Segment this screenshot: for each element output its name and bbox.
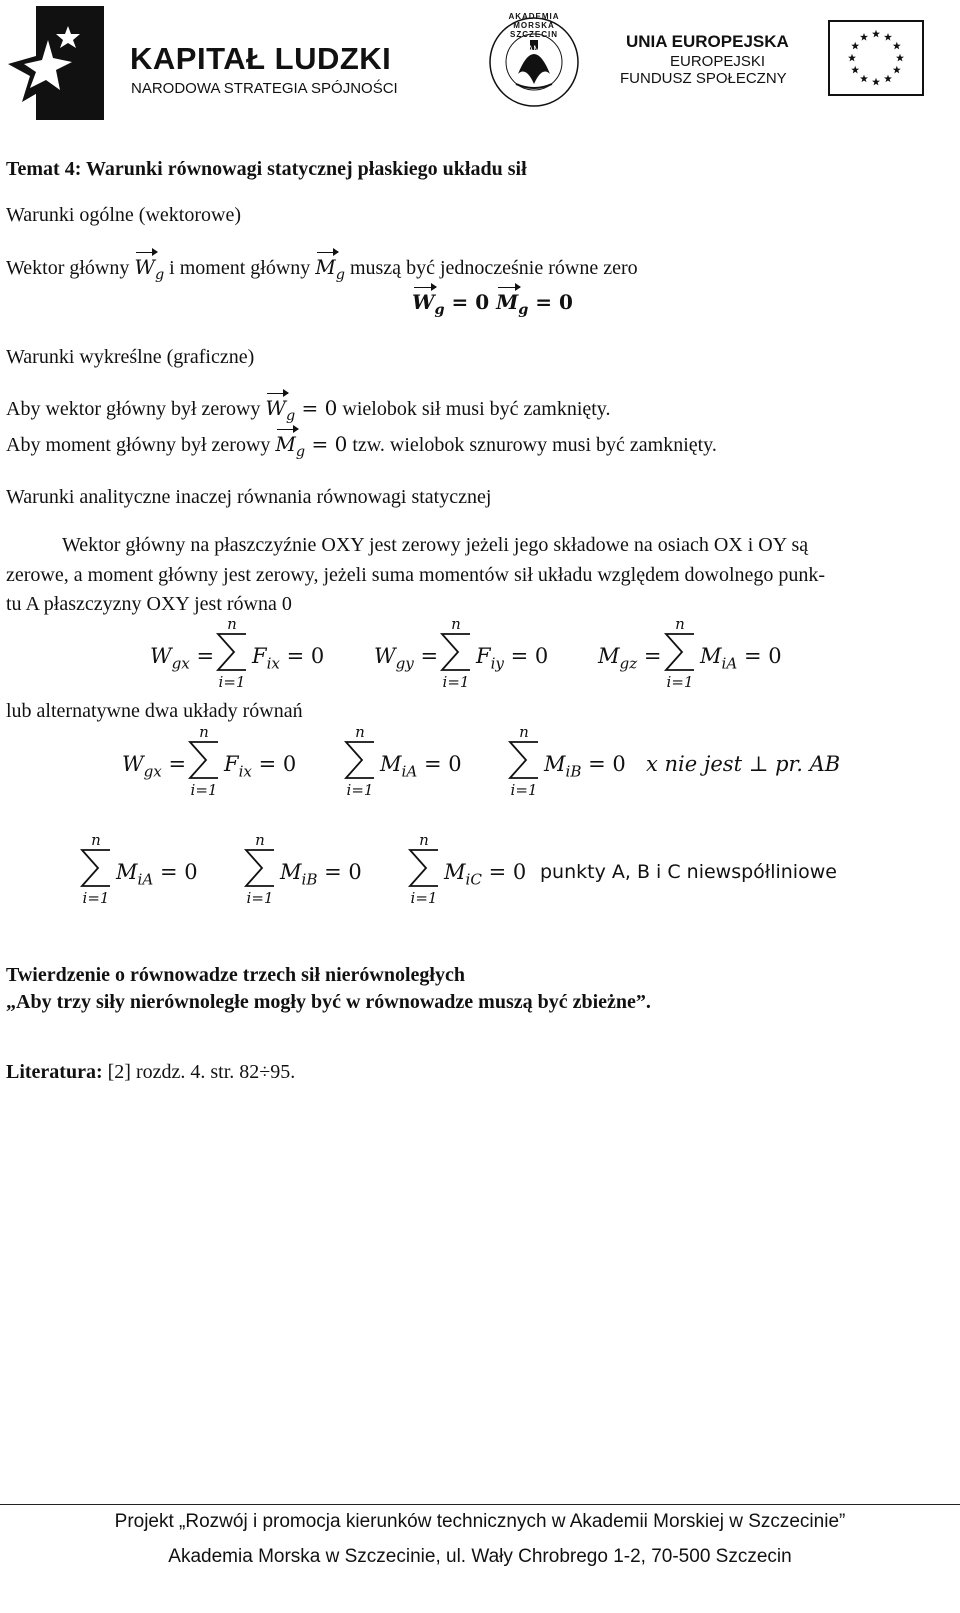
kapital-ludzki-emblem	[8, 4, 108, 122]
literature-label: Literatura:	[6, 1061, 103, 1083]
eq-fix: $F_{ix} = 0$	[252, 644, 325, 673]
eq-mia: $M_{iA} = 0$	[700, 644, 782, 673]
eq-wgx: $W_{gx}$ =	[122, 752, 187, 781]
eq-mib: $M_{iB} = 0$	[280, 860, 362, 889]
logo-akademia-morska	[488, 14, 580, 110]
theorem-title: Twierdzenie o równowadze trzech sił nierównoległych	[6, 964, 465, 986]
section-heading-graphic: Warunki wykreślne (graficzne)	[6, 346, 255, 368]
am-ring-text: AKADEMIA MORSKA SZCZECIN	[508, 12, 560, 39]
footer-divider	[0, 1504, 960, 1505]
theorem-quote: „Aby trzy siły nierównoległe mogły być w równowadze muszą być zbieżne”.	[6, 991, 651, 1013]
eu-line3: FUNDUSZ SPOŁECZNY	[620, 70, 787, 87]
graphic-condition-vector: Aby wektor główny był zerowy $W_g = 0$ wielobok sił musi być zamknięty.	[6, 396, 611, 425]
eu-line2: EUROPEJSKI	[670, 53, 766, 70]
symbol-wg: $W_g$	[134, 255, 165, 284]
footer-project: Projekt „Rozwój i promocja kierunków technicznych w Akademii Morskiej w Szczecinie”	[114, 1511, 846, 1532]
text-main-moment: i moment główny	[169, 257, 311, 279]
paragraph-line-2: zerowe, a moment główny jest zerowy, jeżeli suma momentów sił układu względem dowolnego punk-	[6, 564, 826, 586]
eu-line1: UNIA EUROPEJSKA	[626, 32, 789, 51]
condition-noncollinear: punkty A, B i C niewspółliniowe	[540, 861, 837, 883]
section-heading-analytic: Warunki analityczne inaczej równania równowagi statycznej	[6, 486, 492, 508]
logo-unia-europejska	[620, 26, 930, 106]
eq-mia: $M_{iA} = 0$	[116, 860, 198, 889]
graphic-condition-moment: Aby moment główny był zerowy $M_g = 0$ tzw. wielobok sznurowy musi być zamknięty.	[6, 432, 717, 461]
symbol-mg: $M_g$	[315, 255, 345, 284]
logo-kapital-ludzki	[8, 4, 428, 124]
condition-not-perpendicular: x nie jest ⊥ pr. AB	[646, 752, 841, 776]
eq-fiy: $F_{iy} = 0$	[476, 644, 549, 673]
section-heading-general: Warunki ogólne (wektorowe)	[6, 204, 241, 226]
eq-wgx: $W_{gx}$ =	[150, 644, 215, 673]
text-must-be-zero: muszą być jednocześnie równe zero	[349, 257, 638, 279]
paragraph-line-1: Wektor główny na płaszczyźnie OXY jest zerowy jeżeli jego składowe na osiach OX i OY są	[62, 534, 809, 556]
am-inner-text: AM	[527, 44, 541, 54]
literature-text: [2] rozdz. 4. str. 82÷95.	[102, 1061, 296, 1083]
kl-title: KAPITAŁ LUDZKI	[130, 41, 392, 76]
topic-title: Temat 4: Warunki równowagi statycznej płaskiego układu sił	[6, 158, 527, 180]
eu-flag	[828, 20, 924, 96]
eq-mia: $M_{iA} = 0$	[380, 752, 462, 781]
literature-line	[6, 1060, 295, 1084]
text-main-vector: Wektor główny	[6, 257, 130, 279]
kl-subtitle: NARODOWA STRATEGIA SPÓJNOŚCI	[131, 80, 398, 97]
paragraph-line-3: tu A płaszczyzny OXY jest równa 0	[6, 593, 292, 615]
vector-equation: $W_g = 0$ $M_g = 0$	[412, 290, 573, 319]
eq-fix: $F_{ix} = 0$	[224, 752, 297, 781]
eq-mic: $M_{iC} = 0$	[444, 860, 527, 889]
eq-wgy: $W_{gy}$ =	[374, 644, 439, 673]
alternative-label: lub alternatywne dwa układy równań	[6, 700, 303, 722]
eq-mib: $M_{iB} = 0$	[544, 752, 626, 781]
general-condition-line	[6, 255, 638, 287]
footer-address: Akademia Morska w Szczecinie, ul. Wały Chrobrego 1-2, 70-500 Szczecin	[168, 1546, 792, 1567]
eq-mgz: $M_{gz}$ =	[598, 644, 662, 673]
